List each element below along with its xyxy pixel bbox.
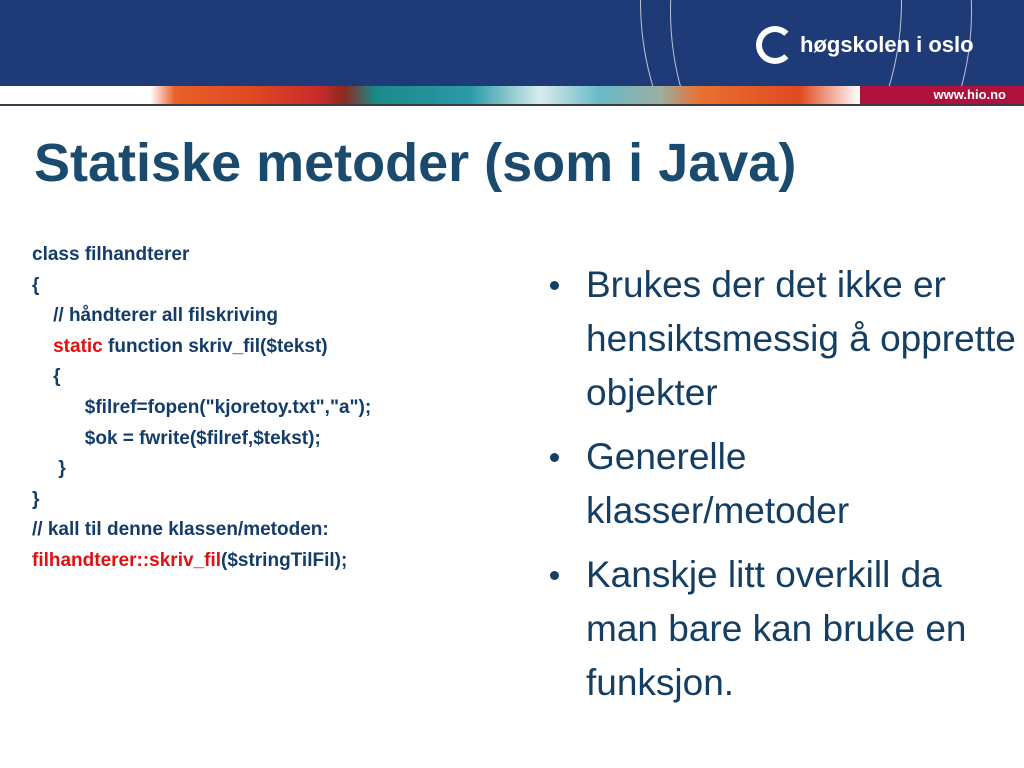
code-line [32, 485, 371, 516]
divider [0, 104, 1024, 106]
code-line [32, 271, 371, 302]
code-line [32, 301, 371, 332]
code-line [32, 424, 371, 455]
code-block [32, 240, 371, 577]
code-line [32, 362, 371, 393]
logo-mark-icon [756, 26, 794, 64]
code-text: { [32, 274, 40, 296]
slide-title: Statiske metoder (som i Java) [34, 133, 797, 193]
code-line [32, 546, 371, 577]
bullet-item: Kanskje litt overkill da man bare kan bruke en funksjon. [546, 548, 1016, 710]
code-line [32, 454, 371, 485]
code-text: } [32, 458, 66, 480]
bullet-item: Generelle klasser/metoder [546, 430, 1016, 538]
code-text: class filhandterer [32, 244, 190, 265]
code-text: // kall til denne klassen/metoden: [32, 519, 329, 541]
logo [756, 26, 974, 64]
website-url: www.hio.no [860, 86, 1024, 104]
code-text: $ok = fwrite($filref,$tekst); [32, 427, 321, 449]
code-line [32, 393, 371, 424]
code-text: function skriv_fil($tekst) [102, 335, 328, 357]
code-text: ($stringTilFil); [221, 549, 348, 571]
bullet-list [546, 258, 1016, 720]
code-text: $filref=fopen("kjoretoy.txt","a"); [32, 396, 372, 418]
bullet-item: Brukes der det ikke er hensiktsmessig å opprette objekter [546, 258, 1016, 420]
code-keyword: filhandterer::skriv_fil [32, 549, 221, 571]
code-text: { [32, 366, 61, 388]
code-line [32, 240, 371, 271]
code-text: } [32, 488, 40, 510]
header-banner [0, 0, 1024, 86]
code-line [32, 515, 371, 546]
code-text: // håndterer all filskriving [32, 305, 279, 327]
logo-text: høgskolen i oslo [800, 32, 974, 57]
code-keyword: static [32, 335, 103, 357]
code-line [32, 332, 371, 363]
color-stripe [0, 86, 860, 104]
